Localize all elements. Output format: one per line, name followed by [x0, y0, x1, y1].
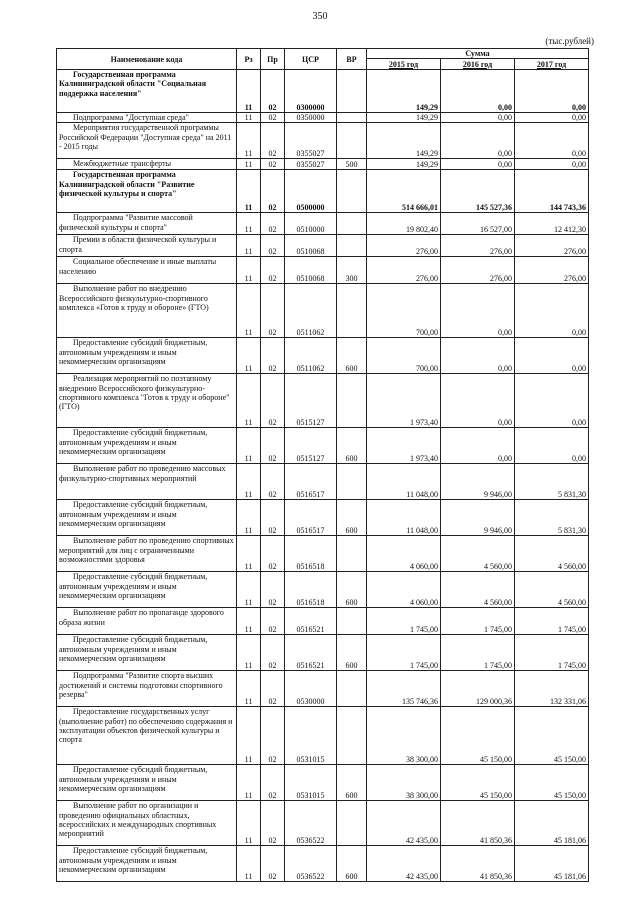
cell-rz: 11	[237, 113, 261, 123]
cell-sum-2015: 276,00	[367, 257, 441, 284]
cell-pr: 02	[261, 159, 285, 170]
cell-rz: 11	[237, 765, 261, 801]
cell-rz: 11	[237, 428, 261, 464]
cell-sum-2015: 700,00	[367, 284, 441, 338]
cell-sum-2016: 276,00	[441, 235, 515, 257]
cell-vr	[337, 123, 367, 159]
cell-sum-2016: 41 850,36	[441, 801, 515, 846]
table-row	[57, 123, 589, 159]
cell-pr: 02	[261, 338, 285, 374]
cell-sum-2015: 135 746,36	[367, 671, 441, 707]
cell-name: Предоставление субсидий бюджетным, автономным учреждениям и иным некоммерческим организациям	[57, 428, 237, 464]
cell-sum-2017: 5 831,30	[515, 464, 589, 500]
cell-rz: 11	[237, 213, 261, 235]
cell-name: Выполнение работ по внедрению Всероссийского физкультурно-спортивного комплекса «Готов к труду и обороне» (ГТО)	[57, 284, 237, 338]
cell-rz: 11	[237, 374, 261, 428]
table-row	[57, 801, 589, 846]
cell-sum-2017: 5 831,30	[515, 500, 589, 536]
cell-vr	[337, 374, 367, 428]
cell-sum-2016: 45 150,00	[441, 707, 515, 765]
cell-rz: 11	[237, 70, 261, 113]
cell-rz: 11	[237, 635, 261, 671]
cell-pr: 02	[261, 464, 285, 500]
cell-vr	[337, 536, 367, 572]
cell-sum-2017: 0,00	[515, 159, 589, 170]
cell-vr: 600	[337, 338, 367, 374]
cell-sum-2016: 0,00	[441, 159, 515, 170]
table-row	[57, 500, 589, 536]
table-row	[57, 113, 589, 123]
cell-csr: 0300000	[285, 70, 337, 113]
cell-sum-2017: 0,00	[515, 284, 589, 338]
cell-sum-2015: 4 060,00	[367, 572, 441, 608]
cell-csr: 0516518	[285, 572, 337, 608]
cell-sum-2016: 9 946,00	[441, 464, 515, 500]
cell-sum-2017: 4 560,00	[515, 572, 589, 608]
cell-pr: 02	[261, 801, 285, 846]
cell-name: Выполнение работ по проведению спортивных мероприятий для лиц с ограниченными возможностями здоровья	[57, 536, 237, 572]
cell-sum-2015: 42 435,00	[367, 801, 441, 846]
cell-csr: 0536522	[285, 846, 337, 882]
cell-vr: 600	[337, 572, 367, 608]
cell-sum-2016: 0,00	[441, 338, 515, 374]
cell-sum-2017: 1 745,00	[515, 635, 589, 671]
cell-sum-2015: 11 048,00	[367, 500, 441, 536]
budget-table	[56, 48, 589, 882]
cell-sum-2016: 16 527,00	[441, 213, 515, 235]
cell-sum-2016: 45 150,00	[441, 765, 515, 801]
cell-csr: 0355027	[285, 159, 337, 170]
cell-rz: 11	[237, 671, 261, 707]
table-row	[57, 159, 589, 170]
cell-pr: 02	[261, 113, 285, 123]
cell-vr	[337, 707, 367, 765]
cell-name: Премии в области физической культуры и спорта	[57, 235, 237, 257]
table-row	[57, 428, 589, 464]
cell-sum-2015: 1 973,40	[367, 374, 441, 428]
table-row	[57, 572, 589, 608]
table-row	[57, 608, 589, 635]
cell-rz: 11	[237, 123, 261, 159]
cell-csr: 0531015	[285, 707, 337, 765]
cell-name: Межбюджетные трансферты	[57, 159, 237, 170]
cell-sum-2017: 0,00	[515, 338, 589, 374]
cell-sum-2016: 1 745,00	[441, 635, 515, 671]
cell-vr	[337, 235, 367, 257]
cell-vr	[337, 213, 367, 235]
units-label: (тыс.рублей)	[545, 36, 594, 46]
cell-vr: 600	[337, 635, 367, 671]
cell-sum-2015: 1 745,00	[367, 635, 441, 671]
cell-sum-2015: 276,00	[367, 235, 441, 257]
cell-pr: 02	[261, 70, 285, 113]
cell-rz: 11	[237, 536, 261, 572]
cell-vr	[337, 671, 367, 707]
cell-csr: 0510000	[285, 213, 337, 235]
cell-pr: 02	[261, 536, 285, 572]
cell-vr: 500	[337, 159, 367, 170]
cell-pr: 02	[261, 635, 285, 671]
cell-sum-2016: 0,00	[441, 113, 515, 123]
cell-sum-2016: 9 946,00	[441, 500, 515, 536]
cell-name: Предоставление субсидий бюджетным, автономным учреждениям и иным некоммерческим организациям	[57, 635, 237, 671]
table-row	[57, 464, 589, 500]
cell-pr: 02	[261, 428, 285, 464]
cell-csr: 0516517	[285, 500, 337, 536]
cell-pr: 02	[261, 170, 285, 213]
cell-vr	[337, 464, 367, 500]
cell-pr: 02	[261, 671, 285, 707]
cell-name: Предоставление субсидий бюджетным, автономным учреждениям и иным некоммерческим организациям	[57, 500, 237, 536]
cell-vr: 600	[337, 846, 367, 882]
cell-pr: 02	[261, 284, 285, 338]
cell-sum-2015: 149,29	[367, 70, 441, 113]
cell-sum-2015: 4 060,00	[367, 536, 441, 572]
table-row	[57, 536, 589, 572]
cell-sum-2016: 0,00	[441, 374, 515, 428]
cell-pr: 02	[261, 765, 285, 801]
cell-sum-2015: 149,29	[367, 123, 441, 159]
cell-sum-2017: 0,00	[515, 123, 589, 159]
cell-rz: 11	[237, 801, 261, 846]
cell-name: Предоставление субсидий бюджетным, автономным учреждениям и иным некоммерческим организациям	[57, 338, 237, 374]
header-pr: Пр	[261, 49, 285, 70]
cell-name: Предоставление субсидий бюджетным, автономным учреждениям и иным некоммерческим организациям	[57, 572, 237, 608]
cell-rz: 11	[237, 608, 261, 635]
cell-name: Подпрограмма "Доступная среда"	[57, 113, 237, 123]
cell-csr: 0536522	[285, 801, 337, 846]
cell-name: Подпрограмма "Развитие спорта высших достижений и системы подготовки спортивного резерва"	[57, 671, 237, 707]
cell-sum-2017: 276,00	[515, 235, 589, 257]
cell-csr: 0516521	[285, 635, 337, 671]
table-row	[57, 284, 589, 338]
header-sum: Сумма	[367, 49, 589, 59]
cell-sum-2015: 149,29	[367, 159, 441, 170]
cell-sum-2017: 1 745,00	[515, 608, 589, 635]
cell-csr: 0350000	[285, 113, 337, 123]
cell-sum-2015: 1 745,00	[367, 608, 441, 635]
cell-sum-2016: 0,00	[441, 70, 515, 113]
cell-sum-2016: 4 560,00	[441, 536, 515, 572]
cell-vr	[337, 608, 367, 635]
cell-rz: 11	[237, 338, 261, 374]
header-2016: 2016 год	[441, 59, 515, 70]
cell-rz: 11	[237, 572, 261, 608]
cell-sum-2017: 144 743,36	[515, 170, 589, 213]
cell-sum-2016: 41 850,36	[441, 846, 515, 882]
cell-vr: 600	[337, 500, 367, 536]
cell-vr: 600	[337, 428, 367, 464]
header-name: Наименование кода	[57, 49, 237, 70]
cell-sum-2017: 276,00	[515, 257, 589, 284]
cell-sum-2015: 149,29	[367, 113, 441, 123]
cell-csr: 0500000	[285, 170, 337, 213]
cell-pr: 02	[261, 235, 285, 257]
cell-csr: 0530000	[285, 671, 337, 707]
cell-csr: 0355027	[285, 123, 337, 159]
cell-rz: 11	[237, 500, 261, 536]
table-row	[57, 70, 589, 113]
header-vr: ВР	[337, 49, 367, 70]
cell-sum-2017: 0,00	[515, 374, 589, 428]
cell-vr: 300	[337, 257, 367, 284]
cell-pr: 02	[261, 257, 285, 284]
cell-sum-2016: 0,00	[441, 428, 515, 464]
cell-sum-2015: 700,00	[367, 338, 441, 374]
cell-csr: 0515127	[285, 428, 337, 464]
cell-csr: 0511062	[285, 338, 337, 374]
cell-sum-2015: 11 048,00	[367, 464, 441, 500]
cell-csr: 0516521	[285, 608, 337, 635]
cell-sum-2017: 45 181,06	[515, 801, 589, 846]
cell-name: Мероприятия государственной программы Российской Федерации "Доступная среда" на 2011 - 2015 годы	[57, 123, 237, 159]
cell-sum-2016: 145 527,36	[441, 170, 515, 213]
table-row	[57, 635, 589, 671]
cell-vr: 600	[337, 765, 367, 801]
cell-name: Социальное обеспечение и иные выплаты населению	[57, 257, 237, 284]
cell-sum-2015: 1 973,40	[367, 428, 441, 464]
cell-rz: 11	[237, 284, 261, 338]
cell-rz: 11	[237, 707, 261, 765]
page-number: 350	[312, 11, 328, 22]
cell-name: Выполнение работ по организации и проведению официальных областных, всероссийских и международных спортивных мероприятий	[57, 801, 237, 846]
header-rz: Рз	[237, 49, 261, 70]
cell-vr	[337, 170, 367, 213]
cell-sum-2016: 0,00	[441, 123, 515, 159]
cell-pr: 02	[261, 846, 285, 882]
cell-pr: 02	[261, 123, 285, 159]
cell-sum-2017: 0,00	[515, 113, 589, 123]
table-row	[57, 213, 589, 235]
table-body	[57, 70, 589, 882]
cell-sum-2017: 12 412,30	[515, 213, 589, 235]
cell-rz: 11	[237, 846, 261, 882]
cell-vr	[337, 70, 367, 113]
cell-name: Выполнение работ по пропаганде здорового образа жизни	[57, 608, 237, 635]
table-row	[57, 765, 589, 801]
cell-sum-2016: 1 745,00	[441, 608, 515, 635]
cell-csr: 0510068	[285, 235, 337, 257]
cell-rz: 11	[237, 159, 261, 170]
cell-csr: 0531015	[285, 765, 337, 801]
header-2017: 2017 год	[515, 59, 589, 70]
cell-pr: 02	[261, 707, 285, 765]
cell-sum-2016: 129 000,36	[441, 671, 515, 707]
table-row	[57, 846, 589, 882]
cell-vr	[337, 284, 367, 338]
cell-sum-2017: 45 150,00	[515, 765, 589, 801]
table-row	[57, 374, 589, 428]
cell-vr	[337, 801, 367, 846]
cell-sum-2015: 514 666,01	[367, 170, 441, 213]
table-row	[57, 671, 589, 707]
header-csr: ЦСР	[285, 49, 337, 70]
cell-csr: 0515127	[285, 374, 337, 428]
cell-rz: 11	[237, 257, 261, 284]
cell-rz: 11	[237, 235, 261, 257]
cell-sum-2016: 0,00	[441, 284, 515, 338]
cell-sum-2015: 19 802,40	[367, 213, 441, 235]
cell-sum-2017: 0,00	[515, 70, 589, 113]
cell-csr: 0516517	[285, 464, 337, 500]
cell-name: Выполнение работ по проведению массовых физкультурно-спортивных мероприятий	[57, 464, 237, 500]
cell-name: Предоставление субсидий бюджетным, автономным учреждениям и иным некоммерческим организациям	[57, 765, 237, 801]
cell-sum-2015: 42 435,00	[367, 846, 441, 882]
cell-name: Государственная программа Калининградской области "Развитие физической культуры и спорта"	[57, 170, 237, 213]
cell-sum-2017: 0,00	[515, 428, 589, 464]
cell-name: Предоставление субсидий бюджетным, автономным учреждениям и иным некоммерческим организациям	[57, 846, 237, 882]
cell-name: Подпрограмма "Развитие массовой физической культуры и спорта"	[57, 213, 237, 235]
cell-rz: 11	[237, 464, 261, 500]
table-row	[57, 257, 589, 284]
table-row	[57, 338, 589, 374]
table-row	[57, 707, 589, 765]
table-row	[57, 170, 589, 213]
cell-sum-2015: 38 300,00	[367, 765, 441, 801]
cell-pr: 02	[261, 374, 285, 428]
cell-name: Государственная программа Калининградской области "Социальная поддержка населения"	[57, 70, 237, 113]
cell-sum-2017: 45 150,00	[515, 707, 589, 765]
cell-sum-2017: 4 560,00	[515, 536, 589, 572]
cell-csr: 0511062	[285, 284, 337, 338]
cell-pr: 02	[261, 213, 285, 235]
cell-sum-2015: 38 300,00	[367, 707, 441, 765]
cell-pr: 02	[261, 608, 285, 635]
header-2015: 2015 год	[367, 59, 441, 70]
cell-name: Реализация мероприятий по поэтапному внедрению Всероссийского физкультурно-спортивного комплекса "Готов к труду и обороне" (ГТО)	[57, 374, 237, 428]
cell-sum-2017: 45 181,06	[515, 846, 589, 882]
cell-sum-2016: 276,00	[441, 257, 515, 284]
cell-csr: 0510068	[285, 257, 337, 284]
cell-sum-2017: 132 331,06	[515, 671, 589, 707]
cell-sum-2016: 4 560,00	[441, 572, 515, 608]
cell-vr	[337, 113, 367, 123]
cell-rz: 11	[237, 170, 261, 213]
cell-csr: 0516518	[285, 536, 337, 572]
cell-name: Предоставление государственных услуг (выполнение работ) по обеспечению содержания и эксплуатации объектов физической культуры и спорта	[57, 707, 237, 765]
table-row	[57, 235, 589, 257]
cell-pr: 02	[261, 500, 285, 536]
cell-pr: 02	[261, 572, 285, 608]
